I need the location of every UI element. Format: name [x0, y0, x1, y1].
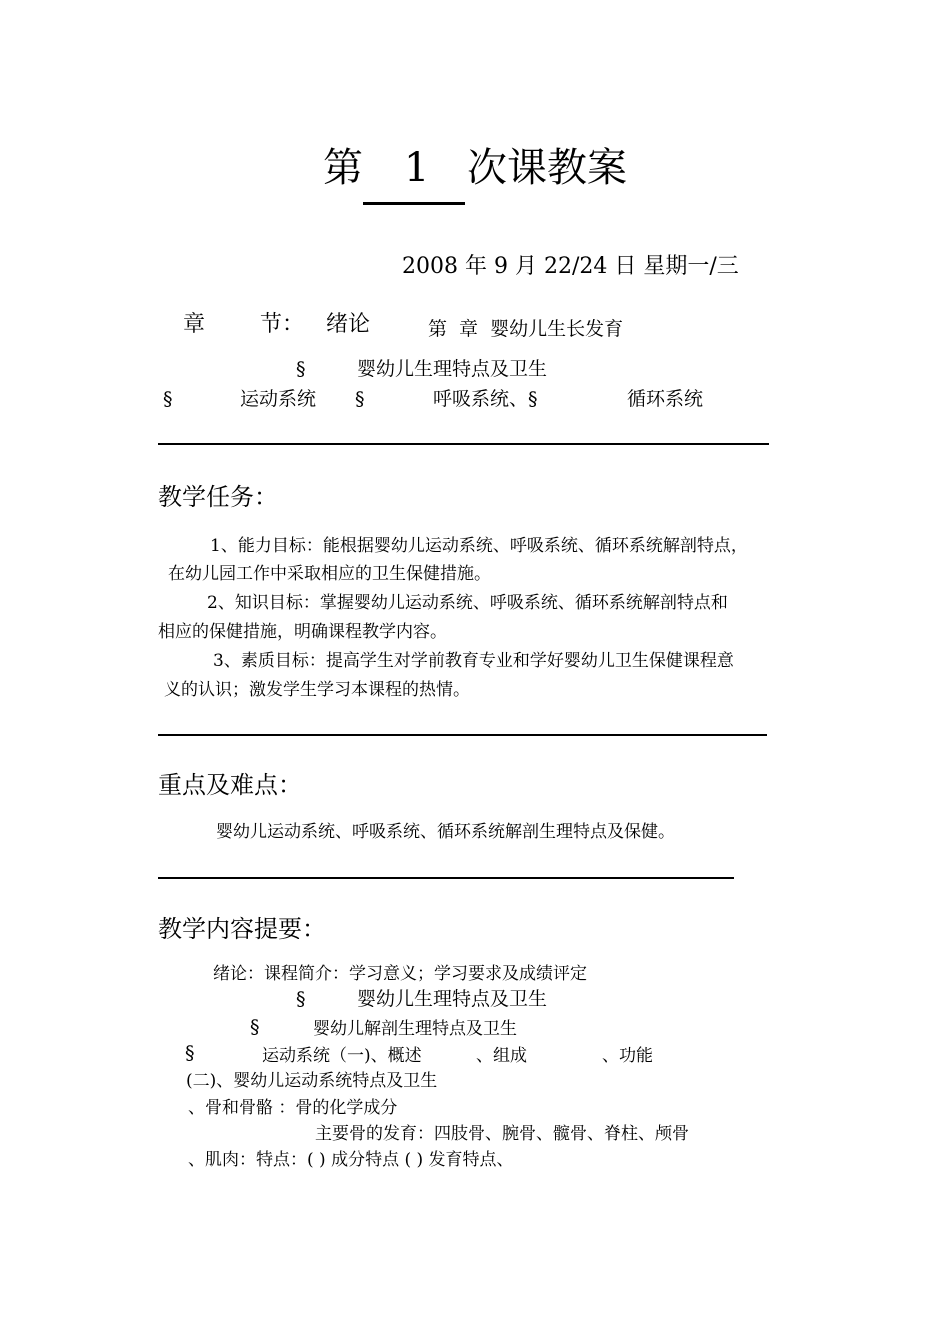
divider: [158, 734, 767, 736]
chapter-line2-mark: §: [296, 358, 306, 380]
content-line2-text: 婴幼儿生理特点及卫生: [357, 988, 548, 1010]
date-line: 2008 年 9 月 22/24 日 星期一/三: [402, 254, 739, 279]
chapter-label-zhang: 章: [183, 312, 206, 337]
content-line2-mark: §: [296, 988, 306, 1010]
content-line4-b: 、组成: [476, 1046, 527, 1066]
lesson-number: 1: [404, 145, 430, 191]
title-suffix: 次课教案: [467, 145, 627, 191]
chapter-line3-mark2: §: [355, 388, 365, 410]
divider: [158, 443, 769, 445]
tasks-heading: 教学任务：: [158, 483, 278, 511]
task-1-line-a: 1、能力目标：能根据婴幼儿运动系统、呼吸系统、循环系统解剖特点，: [210, 536, 748, 556]
task-1-line-b: 在幼儿园工作中采取相应的卫生保健措施。: [168, 564, 491, 584]
task-3-line-b: 义的认识；激发学生学习本课程的热情。: [164, 680, 470, 700]
chapter-value: 绪论: [326, 312, 371, 337]
content-line7: 主要骨的发育：四肢骨、腕骨、髋骨、脊柱、颅骨: [315, 1124, 689, 1144]
key-points-text: 婴幼儿运动系统、呼吸系统、循环系统解剖生理特点及保健。: [216, 822, 675, 842]
content-line3-text: 婴幼儿解剖生理特点及卫生: [313, 1019, 517, 1039]
title-prefix: 第: [323, 145, 363, 191]
task-2-line-a: 2、知识目标：掌握婴幼儿运动系统、呼吸系统、循环系统解剖特点和: [207, 593, 728, 613]
task-3-line-a: 3、素质目标：提高学生对学前教育专业和学好婴幼儿卫生保健课程意: [213, 651, 734, 671]
content-line4-mark: §: [185, 1042, 195, 1064]
chapter-line1: 第 章 婴幼儿生长发育: [428, 318, 624, 340]
content-line5: (二)、婴幼儿运动系统特点及卫生: [186, 1071, 438, 1091]
chapter-line3-text3: 循环系统: [627, 388, 704, 410]
chapter-line3-mark1: §: [163, 388, 173, 410]
chapter-line3-text1: 运动系统: [240, 388, 317, 410]
key-points-heading: 重点及难点：: [158, 771, 302, 799]
content-line4-a: 运动系统（一)、概述: [262, 1046, 422, 1066]
divider: [158, 877, 734, 879]
content-line3-mark: §: [250, 1016, 260, 1038]
content-heading: 教学内容提要：: [158, 915, 326, 943]
content-line1: 绪论：课程简介：学习意义；学习要求及成绩评定: [213, 964, 587, 984]
chapter-line2-text: 婴幼儿生理特点及卫生: [357, 358, 548, 380]
task-2-line-b: 相应的保健措施，明确课程教学内容。: [158, 622, 447, 642]
lesson-number-underline: [363, 202, 465, 205]
content-line4-c: 、功能: [602, 1046, 653, 1066]
content-line8: 、肌肉：特点：( ) 成分特点 ( ) 发育特点、: [188, 1150, 514, 1170]
chapter-line3-text2: 呼吸系统、§: [433, 388, 538, 410]
content-line6: 、骨和骨骼 ：骨的化学成分: [188, 1098, 398, 1118]
chapter-label-jie: 节：: [260, 312, 305, 337]
